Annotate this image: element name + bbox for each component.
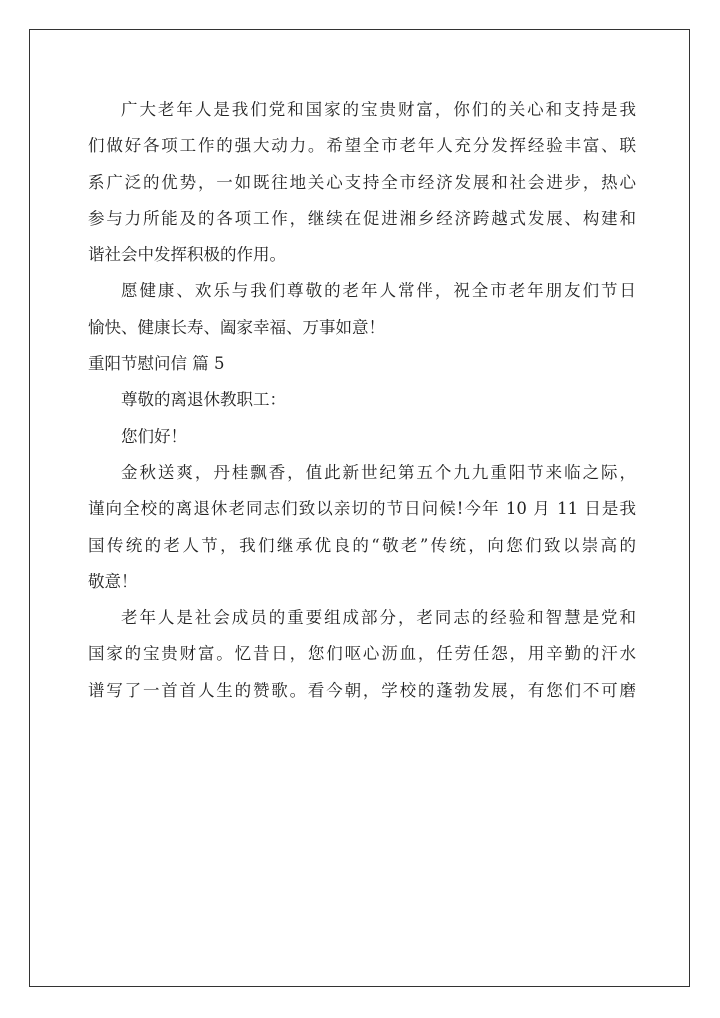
text-line: 尊敬的离退休教职工： [121, 390, 286, 410]
salutation [88, 382, 636, 418]
paragraph-wishes [88, 273, 636, 346]
text-line: 老年人是社会成员的重要组成部分，老同志的经验和智慧是党和 [121, 608, 636, 628]
paragraph-autumn-greeting [88, 455, 636, 600]
text-line: 愿健康、欢乐与我们尊敬的老年人常伴，祝全市老年朋友们节日 [121, 281, 636, 301]
paragraph-elderly-contribution [88, 600, 636, 709]
text-line: 愉快、健康长寿、阖家幸福、万事如意！ [88, 317, 385, 337]
text-line: 国传统的老人节，我们继承优良的“敬老”传统，向您们致以崇高的 [88, 535, 636, 555]
text-line: 国家的宝贵财富。忆昔日，您们呕心沥血，任劳任怨，用辛勤的汗水 [88, 644, 636, 664]
text-line: 金秋送爽，丹桂飘香，值此新世纪第五个九九重阳节来临之际， [121, 462, 636, 482]
text-line: 参与力所能及的各项工作，继续在促进湘乡经济跨越式发展、构建和 [88, 208, 636, 228]
text-line: 谐社会中发挥积极的作用。 [88, 245, 286, 265]
text-line: 们做好各项工作的强大动力。希望全市老年人充分发挥经验丰富、联 [88, 136, 636, 156]
greeting [88, 419, 636, 455]
text-line: 广大老年人是我们党和国家的宝贵财富，你们的关心和支持是我 [121, 100, 636, 119]
text-line: 谱写了一首首人生的赞歌。看今朝，学校的蓬勃发展，有您们不可磨 [88, 680, 636, 700]
text-line: 您们好！ [121, 426, 187, 446]
paragraph-elderly-wealth [88, 92, 636, 273]
text-line: 系广泛的优势，一如既往地关心支持全市经济发展和社会进步，热心 [88, 172, 636, 192]
text-line: 谨向全校的离退休老同志们致以亲切的节日问候!今年 10 月 11 日是我 [88, 499, 636, 519]
section-title: 重阳节慰问信 篇 5 [88, 354, 225, 374]
document-body [88, 92, 636, 709]
text-line: 敬意！ [88, 571, 138, 591]
section-heading [88, 346, 636, 382]
